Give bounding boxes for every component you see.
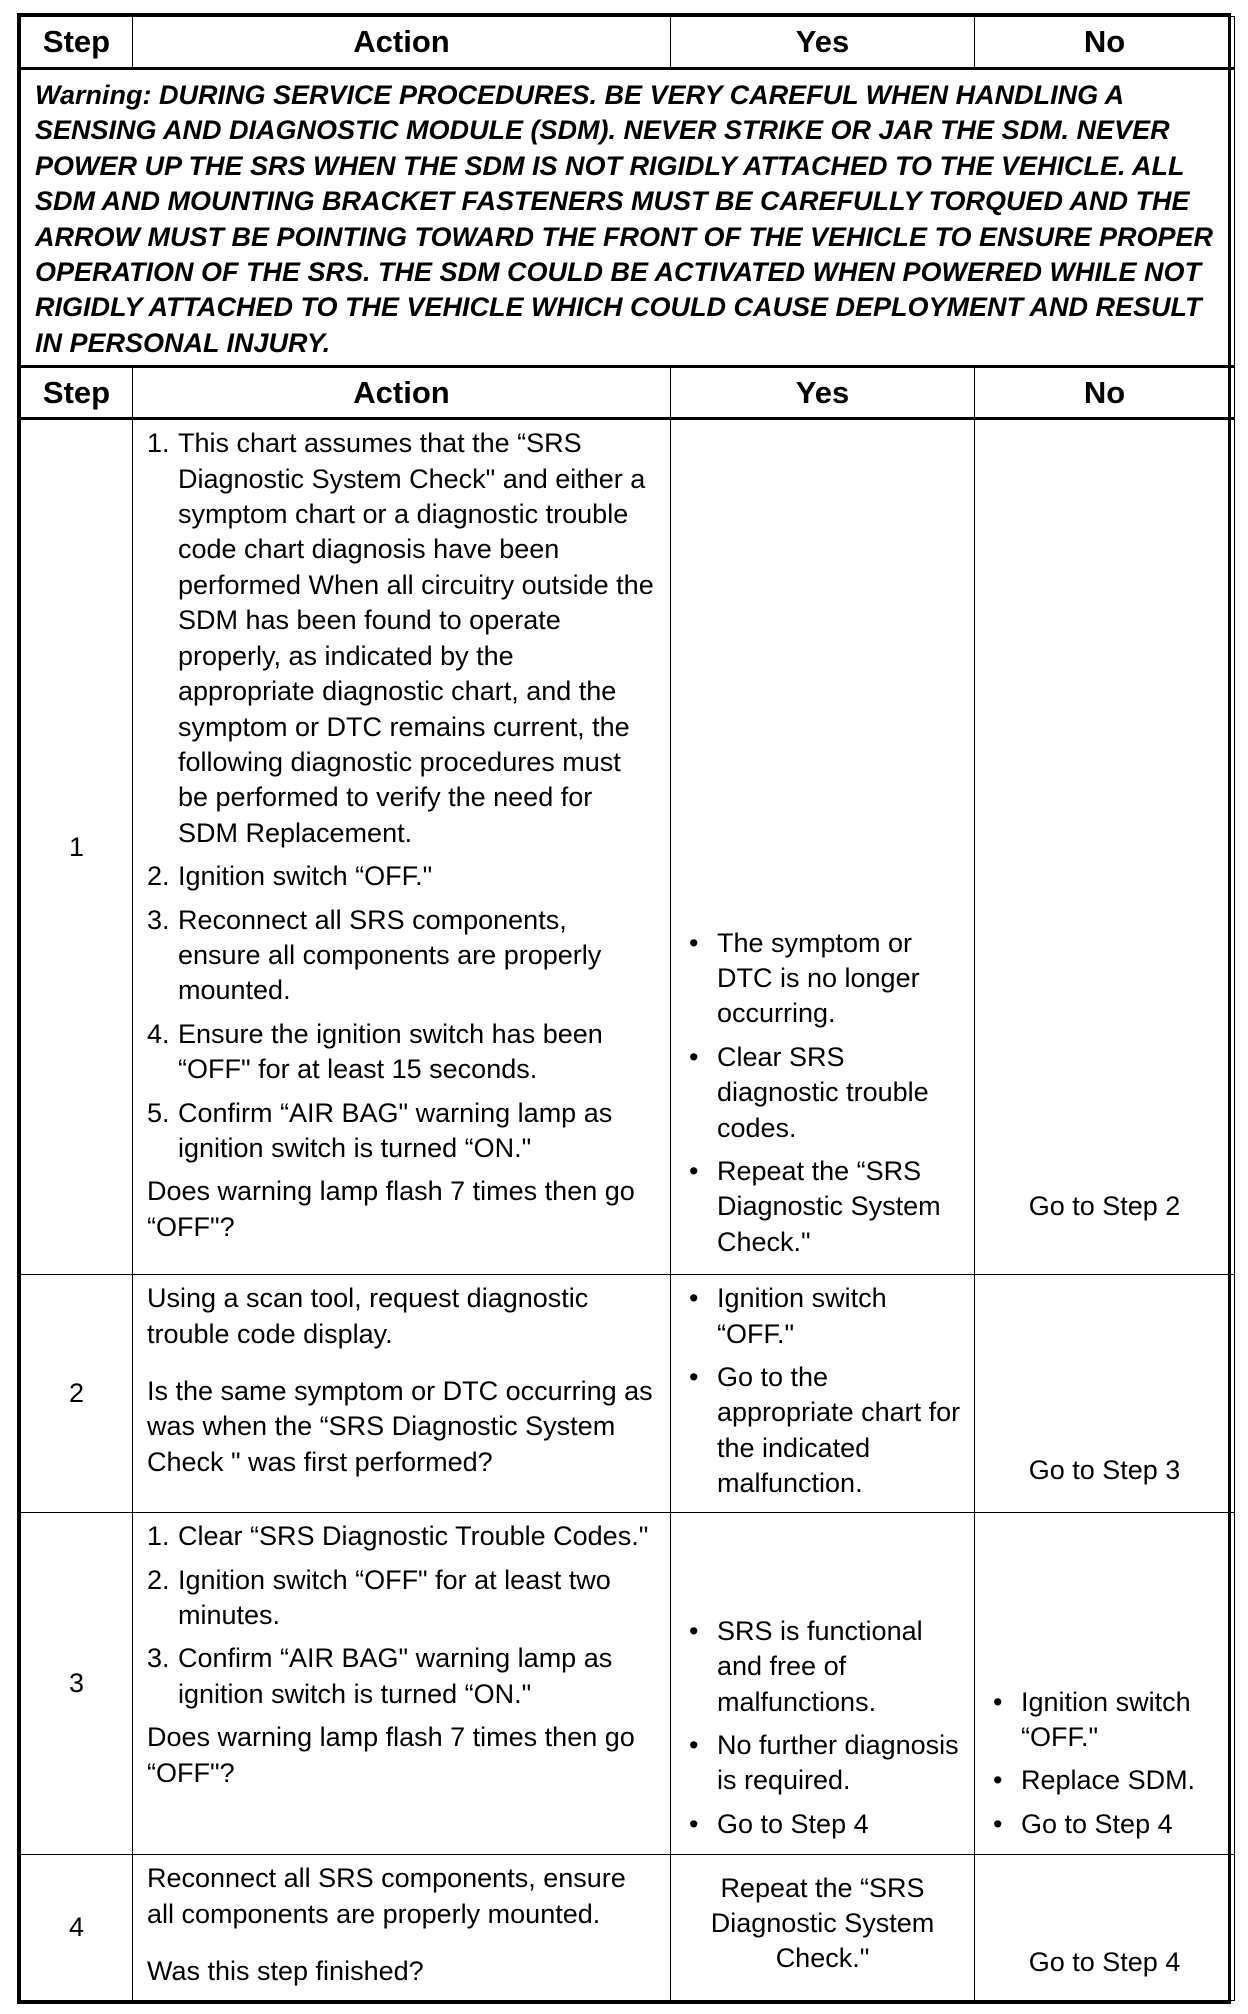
yes-item: • No further diagnosis is required. — [689, 1730, 959, 1796]
yes-text: Repeat the “SRS Diagnostic System Check." — [710, 1872, 935, 1974]
action-item: 1. Clear “SRS Diagnostic Trouble Codes." — [147, 1521, 649, 1552]
no-goto: Go to Step 4 — [1028, 1946, 1181, 1977]
no-item: • Replace SDM. — [993, 1765, 1196, 1796]
step-row-4 — [21, 1855, 1235, 2001]
step-row-3 — [21, 1513, 1235, 1855]
action-cell — [133, 1275, 671, 1513]
header-row-repeat — [21, 367, 1235, 419]
yes-cell — [671, 1513, 975, 1855]
step-number: 4 — [21, 1855, 133, 2001]
header-step-2: Step — [21, 367, 133, 419]
header-yes-2: Yes — [671, 367, 975, 419]
header-row-top — [21, 17, 1235, 69]
header-step: Step — [21, 17, 133, 69]
yes-item: • Ignition switch “OFF." — [689, 1283, 887, 1349]
no-cell — [975, 1513, 1235, 1855]
action-item: 4. Ensure the ignition switch has been “OFF" for at least 15 seconds. — [147, 1018, 603, 1085]
diagnostic-chart — [17, 13, 1231, 2004]
yes-cell — [671, 419, 975, 1275]
action-cell — [133, 1855, 671, 2001]
yes-item: • Clear SRS diagnostic trouble codes. — [689, 1041, 929, 1143]
action-question: Does warning lamp flash 7 times then go “OFF"? — [147, 1722, 635, 1788]
yes-item: • Repeat the “SRS Diagnostic System Check." — [689, 1156, 941, 1257]
yes-cell — [671, 1855, 975, 2001]
action-cell — [133, 1513, 671, 1855]
step-number: 1 — [21, 419, 133, 1275]
step-row-1 — [21, 419, 1235, 1275]
no-item: • Go to Step 4 — [993, 1808, 1173, 1839]
no-goto: Go to Step 2 — [1028, 1190, 1181, 1221]
yes-item: • SRS is functional and free of malfunctions. — [689, 1615, 923, 1717]
action-item: 5. Confirm “AIR BAG" warning lamp as ignition switch is turned “ON." — [147, 1097, 613, 1163]
warning-row — [21, 69, 1235, 367]
action-text: Using a scan tool, request diagnostic trouble code display. — [147, 1283, 589, 1349]
no-goto: Go to Step 3 — [1028, 1454, 1181, 1485]
action-item: 2. Ignition switch “OFF." — [147, 861, 433, 892]
header-no: No — [975, 17, 1235, 69]
header-yes: Yes — [671, 17, 975, 69]
action-question: Does warning lamp flash 7 times then go “OFF"? — [147, 1176, 635, 1242]
action-item: 2. Ignition switch “OFF" for at least two minutes. — [147, 1564, 611, 1631]
header-action-2: Action — [133, 367, 671, 419]
yes-item: • The symptom or DTC is no longer occurring. — [689, 927, 920, 1029]
step-row-2 — [21, 1275, 1235, 1513]
yes-item: • Go to Step 4 — [689, 1808, 869, 1839]
yes-item: • Go to the appropriate chart for the indicated malfunction. — [689, 1362, 961, 1499]
no-item: • Ignition switch “OFF." — [993, 1686, 1191, 1753]
action-question: Was this step finished? — [147, 1956, 424, 1987]
action-item: 1. This chart assumes that the “SRS Diagnostic System Check" and either a symptom chart or a diagnostic trouble code chart diagnosis have been performed When all circuitry outside the SDM has been found to operate properly, as indicated by the appropriate diagnostic chart, and the symptom or DTC remains current, the following diagnostic procedures must be performed to verify the need for SDM Replacement. — [147, 428, 654, 848]
action-item: 3. Confirm “AIR BAG" warning lamp as ignition switch is turned “ON." — [147, 1643, 613, 1709]
header-action: Action — [133, 17, 671, 69]
diagnostic-table — [20, 16, 1235, 2001]
yes-cell — [671, 1275, 975, 1513]
header-no-2: No — [975, 367, 1235, 419]
no-cell — [975, 419, 1235, 1275]
no-cell — [975, 1275, 1235, 1513]
step-number: 2 — [21, 1275, 133, 1513]
step-number: 3 — [21, 1513, 133, 1855]
action-text: Reconnect all SRS components, ensure all components are properly mounted. — [147, 1863, 626, 1929]
warning-text: Warning: DURING SERVICE PROCEDURES. BE VERY CAREFUL WHEN HANDLING A SENSING AND DIAGNOSTIC MODULE (SDM). NEVER STRIKE OR JAR THE SDM. NEVER POWER UP THE SRS WHEN THE SDM IS NOT RIGIDLY ATTACHED TO THE VEHICLE. ALL SDM AND MOUNTING BRACKET FASTENERS MUST BE CAREFULLY TORQUED AND THE ARROW MUST BE POINTING TOWARD THE FRONT OF THE VEHICLE TO ENSURE PROPER OPERATION OF THE SRS. THE SDM COULD BE ACTIVATED WHEN POWERED WHILE NOT RIGIDLY ATTACHED TO THE VEHICLE WHICH COULD CAUSE DEPLOYMENT AND RESULT IN PERSONAL INJURY. — [21, 69, 1235, 367]
action-question: Is the same symptom or DTC occurring as was when the “SRS Diagnostic System Check " was first performed? — [147, 1376, 653, 1477]
action-item: 3. Reconnect all SRS components, ensure all components are properly mounted. — [147, 904, 602, 1006]
action-cell — [133, 419, 671, 1275]
no-cell — [975, 1855, 1235, 2001]
